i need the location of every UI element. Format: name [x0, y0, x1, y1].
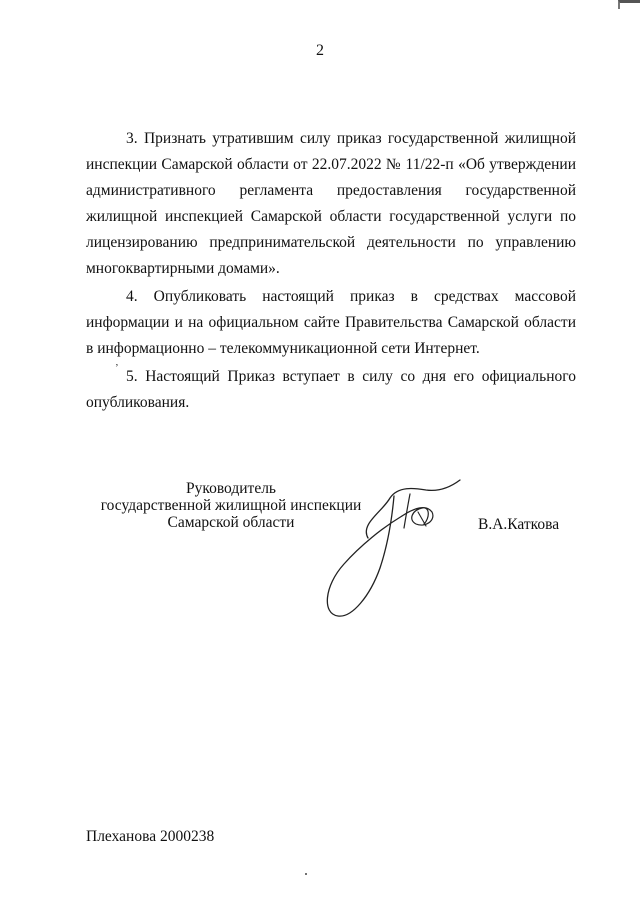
- signatory-name: В.А.Каткова: [478, 516, 560, 533]
- handwritten-signature: [318, 468, 468, 618]
- signatory-title-line: государственной жилищной инспекции: [100, 497, 362, 514]
- scan-tick-mark: ʼ: [115, 362, 119, 374]
- signatory-title-line: Самарской области: [167, 514, 295, 531]
- scan-corner-mark: [618, 0, 640, 9]
- signatory-title-line: Руководитель: [185, 480, 277, 497]
- page-number: 2: [316, 42, 324, 59]
- document-body: [86, 126, 576, 416]
- executor-line: Плеханова 2000238: [86, 828, 215, 845]
- paragraph-3: 3. Признать утратившим силу приказ государственной жилищной инспекции Самарской области от 22.07.2022 № 11/22-п «Об утверждении административного регламента предоставления государственной жилищной инспекцией Самарской области государственной услуги по лицензированию предпринимательской деятельности по управлению многоквартирными домами».: [86, 130, 576, 277]
- paragraph-4: 4. Опубликовать настоящий приказ в средствах массовой информации и на официальном сайте Правительства Самарской области в информационно – телекоммуникационной сети Интернет.: [86, 288, 576, 357]
- paragraph-5: 5. Настоящий Приказ вступает в силу со дня его официального опубликования.: [86, 368, 576, 411]
- scan-dot: [305, 873, 307, 875]
